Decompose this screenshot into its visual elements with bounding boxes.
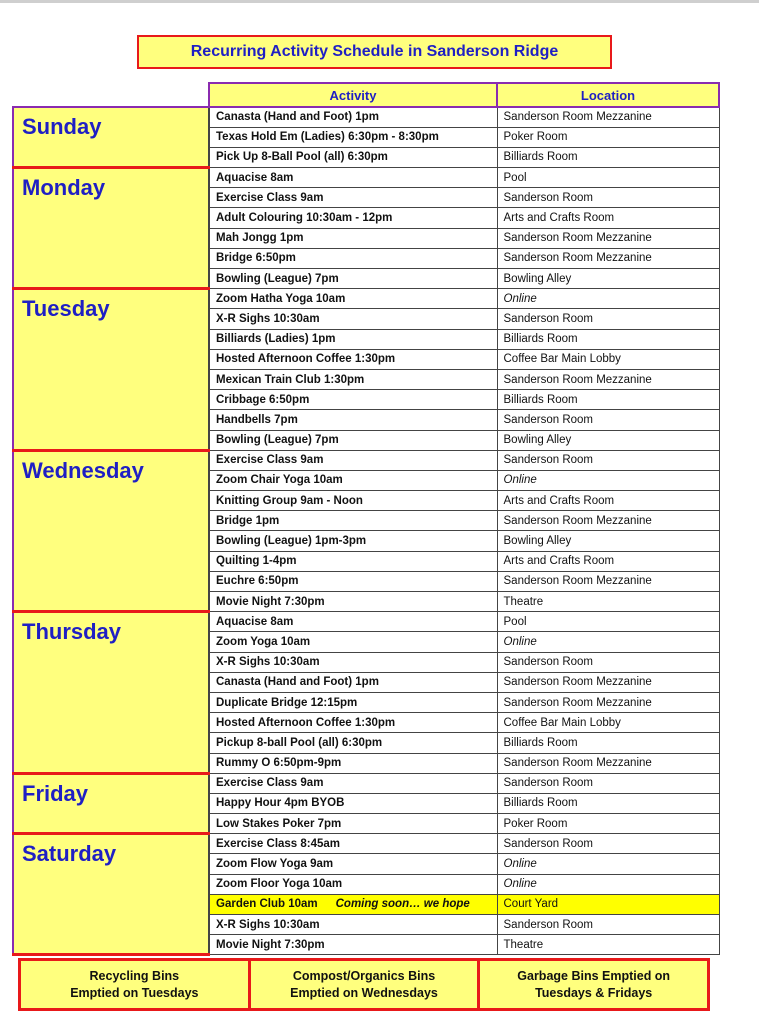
location-cell: Arts and Crafts Room <box>497 491 719 511</box>
table-row <box>13 107 719 127</box>
recycling-line1: Recycling Bins <box>89 968 180 983</box>
day-label-wednesday: Wednesday <box>13 450 209 612</box>
activity-name: Bowling (League) 7pm <box>216 434 339 447</box>
activity-name: Cribbage 6:50pm <box>216 393 310 406</box>
location-cell: Theatre <box>497 592 719 612</box>
location-cell: Pool <box>497 168 719 188</box>
activity-name: Rummy O 6:50pm-9pm <box>216 757 342 770</box>
location-cell: Court Yard <box>497 894 719 914</box>
location-cell: Coffee Bar Main Lobby <box>497 349 719 369</box>
activity-cell <box>209 430 497 450</box>
activity-cell <box>209 874 497 894</box>
location-cell: Online <box>497 854 719 874</box>
activity-name: Exercise Class 9am <box>216 777 324 790</box>
activity-name: Euchre 6:50pm <box>216 575 299 588</box>
garbage-line1: Garbage Bins Emptied on <box>517 968 671 983</box>
header-row <box>13 83 719 107</box>
day-label-monday: Monday <box>13 168 209 289</box>
activity-cell <box>209 854 497 874</box>
location-cell: Sanderson Room <box>497 652 719 672</box>
activity-name: Aquacise 8am <box>216 615 294 628</box>
activity-cell <box>209 652 497 672</box>
activity-cell <box>209 592 497 612</box>
activity-name: Quilting 1-4pm <box>216 555 297 568</box>
recycling-line2: Emptied on Tuesdays <box>70 985 199 1000</box>
location-cell: Sanderson Room Mezzanine <box>497 369 719 389</box>
activity-name: Knitting Group 9am - Noon <box>216 494 363 507</box>
activity-name: Bowling (League) 7pm <box>216 272 339 285</box>
activity-name: Aquacise 8am <box>216 171 294 184</box>
activity-name: Mah Jongg 1pm <box>216 232 304 245</box>
activity-cell <box>209 935 497 955</box>
activity-name: Mexican Train Club 1:30pm <box>216 373 365 386</box>
activity-cell <box>209 390 497 410</box>
location-cell: Arts and Crafts Room <box>497 551 719 571</box>
location-cell: Bowling Alley <box>497 430 719 450</box>
garbage-bins <box>480 961 707 1008</box>
location-cell: Online <box>497 632 719 652</box>
activity-name: Duplicate Bridge 12:15pm <box>216 696 358 709</box>
activity-cell <box>209 107 497 127</box>
location-cell: Bowling Alley <box>497 269 719 289</box>
activity-cell <box>209 692 497 712</box>
table-row <box>13 612 719 632</box>
activity-cell <box>209 147 497 167</box>
activity-cell <box>209 127 497 147</box>
day-label-friday: Friday <box>13 773 209 834</box>
location-cell: Billiards Room <box>497 390 719 410</box>
bin-schedule <box>18 958 710 1011</box>
activity-name: Canasta (Hand and Foot) 1pm <box>216 111 379 124</box>
activity-name: Canasta (Hand and Foot) 1pm <box>216 676 379 689</box>
table-row <box>13 450 719 470</box>
day-label-saturday: Saturday <box>13 834 209 955</box>
header-spacer <box>13 83 209 107</box>
location-cell: Sanderson Room Mezzanine <box>497 571 719 591</box>
page-title: Recurring Activity Schedule in Sanderson Ridge <box>137 35 612 69</box>
day-label-tuesday: Tuesday <box>13 289 209 451</box>
activity-cell <box>209 289 497 309</box>
activity-name: Garden Club 10am <box>216 898 318 911</box>
day-label-thursday: Thursday <box>13 612 209 774</box>
activity-name: Zoom Floor Yoga 10am <box>216 878 343 891</box>
location-cell: Billiards Room <box>497 793 719 813</box>
activity-cell <box>209 551 497 571</box>
activity-name: Hosted Afternoon Coffee 1:30pm <box>216 353 396 366</box>
location-cell: Sanderson Room Mezzanine <box>497 672 719 692</box>
garbage-line2: Tuesdays & Fridays <box>535 985 653 1000</box>
location-cell: Sanderson Room <box>497 450 719 470</box>
location-header: Location <box>497 83 719 107</box>
activity-cell <box>209 531 497 551</box>
location-cell: Poker Room <box>497 127 719 147</box>
table-row <box>13 773 719 793</box>
location-cell: Sanderson Room <box>497 410 719 430</box>
location-cell: Sanderson Room Mezzanine <box>497 107 719 127</box>
location-cell: Bowling Alley <box>497 531 719 551</box>
activity-cell <box>209 713 497 733</box>
activity-cell <box>209 793 497 813</box>
location-cell: Sanderson Room Mezzanine <box>497 692 719 712</box>
activity-name: Texas Hold Em (Ladies) 6:30pm - 8:30pm <box>216 131 439 144</box>
activity-name: Bridge 6:50pm <box>216 252 296 265</box>
activity-cell <box>209 672 497 692</box>
activity-name: Billiards (Ladies) 1pm <box>216 333 336 346</box>
location-cell: Poker Room <box>497 814 719 834</box>
activity-cell <box>209 329 497 349</box>
location-cell: Online <box>497 470 719 490</box>
activity-cell <box>209 814 497 834</box>
location-cell: Billiards Room <box>497 733 719 753</box>
activity-name: Zoom Chair Yoga 10am <box>216 474 343 487</box>
activity-name: Zoom Flow Yoga 9am <box>216 858 334 871</box>
compost-line1: Compost/Organics Bins <box>292 968 436 983</box>
activity-cell <box>209 915 497 935</box>
table-row <box>13 168 719 188</box>
activity-cell <box>209 208 497 228</box>
activity-name: Hosted Afternoon Coffee 1:30pm <box>216 716 396 729</box>
location-cell: Sanderson Room Mezzanine <box>497 228 719 248</box>
location-cell: Online <box>497 289 719 309</box>
activity-cell <box>209 369 497 389</box>
activity-name: Adult Colouring 10:30am - 12pm <box>216 212 393 225</box>
location-cell: Sanderson Room Mezzanine <box>497 248 719 268</box>
activity-cell <box>209 753 497 773</box>
activity-note: Coming soon… we hope <box>335 898 470 911</box>
activity-name: Exercise Class 9am <box>216 191 324 204</box>
location-cell: Pool <box>497 612 719 632</box>
activity-cell <box>209 612 497 632</box>
location-cell: Billiards Room <box>497 147 719 167</box>
table-row <box>13 289 719 309</box>
activity-name: Bowling (League) 1pm-3pm <box>216 535 367 548</box>
activity-cell <box>209 773 497 793</box>
location-cell: Sanderson Room <box>497 309 719 329</box>
activity-name: Bridge 1pm <box>216 514 280 527</box>
activity-header: Activity <box>209 83 497 107</box>
compost-bins <box>251 961 481 1008</box>
location-cell: Billiards Room <box>497 329 719 349</box>
activity-name: X-R Sighs 10:30am <box>216 312 320 325</box>
activity-name: X-R Sighs 10:30am <box>216 656 320 669</box>
activity-cell <box>209 309 497 329</box>
activity-cell <box>209 410 497 430</box>
activity-name: Pick Up 8-Ball Pool (all) 6:30pm <box>216 151 388 164</box>
activity-cell <box>209 632 497 652</box>
activity-name: Low Stakes Poker 7pm <box>216 817 342 830</box>
activity-cell <box>209 491 497 511</box>
location-cell: Sanderson Room Mezzanine <box>497 753 719 773</box>
activity-cell <box>209 228 497 248</box>
activity-cell <box>209 168 497 188</box>
activity-cell <box>209 269 497 289</box>
activity-cell <box>209 248 497 268</box>
location-cell: Sanderson Room <box>497 834 719 854</box>
activity-name: Exercise Class 9am <box>216 454 324 467</box>
schedule-table <box>12 82 720 956</box>
activity-name: Movie Night 7:30pm <box>216 938 325 951</box>
top-rule <box>0 0 759 3</box>
activity-cell <box>209 511 497 531</box>
location-cell: Arts and Crafts Room <box>497 208 719 228</box>
location-cell: Theatre <box>497 935 719 955</box>
activity-cell <box>209 894 497 914</box>
activity-name: Happy Hour 4pm BYOB <box>216 797 345 810</box>
activity-name: Zoom Hatha Yoga 10am <box>216 292 346 305</box>
activity-cell <box>209 571 497 591</box>
activity-name: Zoom Yoga 10am <box>216 635 311 648</box>
table-row <box>13 834 719 854</box>
day-label-sunday: Sunday <box>13 107 209 168</box>
location-cell: Sanderson Room <box>497 188 719 208</box>
activity-cell <box>209 188 497 208</box>
activity-cell <box>209 470 497 490</box>
location-cell: Sanderson Room <box>497 915 719 935</box>
location-cell: Sanderson Room Mezzanine <box>497 511 719 531</box>
activity-name: Pickup 8-ball Pool (all) 6:30pm <box>216 736 383 749</box>
activity-name: Exercise Class 8:45am <box>216 837 341 850</box>
activity-cell <box>209 834 497 854</box>
schedule-body <box>13 107 719 955</box>
activity-cell <box>209 349 497 369</box>
activity-name: Handbells 7pm <box>216 413 298 426</box>
location-cell: Sanderson Room <box>497 773 719 793</box>
activity-name: Movie Night 7:30pm <box>216 595 325 608</box>
compost-line2: Emptied on Wednesdays <box>290 985 438 1000</box>
activity-cell <box>209 733 497 753</box>
location-cell: Coffee Bar Main Lobby <box>497 713 719 733</box>
activity-cell <box>209 450 497 470</box>
activity-name: X-R Sighs 10:30am <box>216 918 320 931</box>
recycling-bins <box>21 961 251 1008</box>
location-cell: Online <box>497 874 719 894</box>
